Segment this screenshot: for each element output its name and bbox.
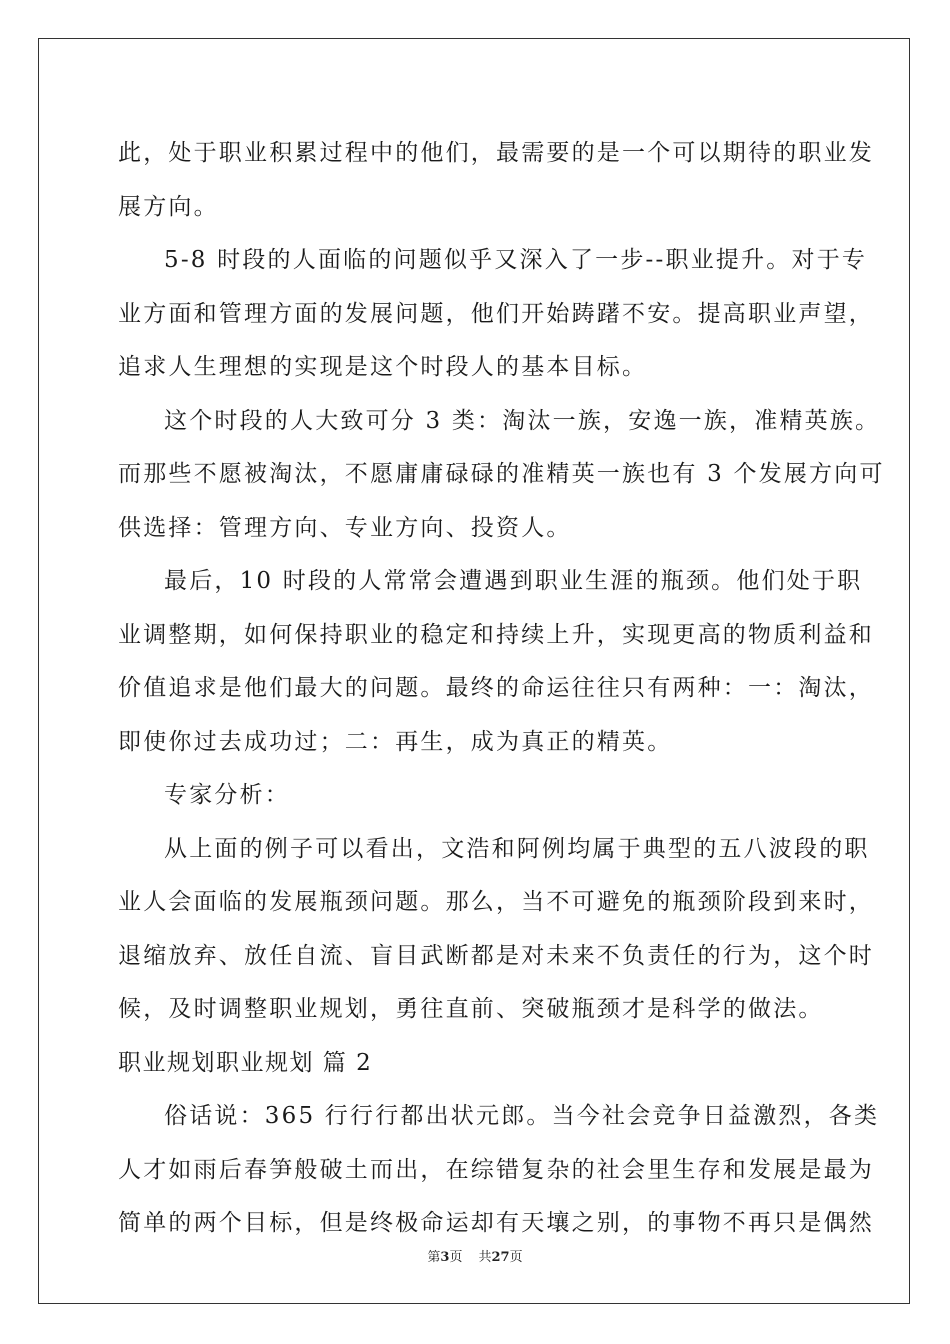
- page-footer: [0, 1246, 950, 1265]
- text-line: 供选择：管理方向、专业方向、投资人。: [118, 514, 572, 541]
- text-line: 简单的两个目标，但是终极命运却有天壤之别，的事物不再只是偶然: [118, 1210, 874, 1236]
- text-line: 候，及时调整职业规划，勇往直前、突破瓶颈才是科学的做法。: [118, 996, 824, 1022]
- page-number: 3: [440, 1250, 450, 1265]
- text-line: 价值追求是他们最大的问题。最终的命运往往只有两种：一：淘汰，: [118, 675, 874, 701]
- text-line: 业调整期，如何保持职业的稳定和持续上升，实现更高的物质利益和: [118, 621, 874, 648]
- text-line: 展方向。: [118, 193, 219, 220]
- text-line: 业人会面临的发展瓶颈问题。那么，当不可避免的瓶颈阶段到来时，: [118, 889, 874, 915]
- text-line: 人才如雨后春笋般破土而出，在综错复杂的社会里生存和发展是最为: [118, 1156, 874, 1183]
- text-line: 业方面和管理方面的发展问题，他们开始踌躇不安。提高职业声望，: [118, 300, 874, 327]
- text-line: 退缩放弃、放任自流、盲目武断都是对未来不负责任的行为，这个时: [118, 942, 874, 969]
- total-suffix: 页: [509, 1250, 523, 1265]
- text-line: 即使你过去成功过；二：再生，成为真正的精英。: [118, 728, 673, 755]
- paragraph-start-line: 俗话说：365 行行行都出状元郎。当今社会竞争日益激烈，各类: [164, 1103, 880, 1129]
- page-suffix: 页: [449, 1250, 463, 1265]
- paragraph-start-line: 从上面的例子可以看出，文浩和阿例均属于典型的五八波段的职: [164, 835, 870, 862]
- text-line: 此，处于职业积累过程中的他们，最需要的是一个可以期待的职业发: [118, 140, 874, 166]
- total-prefix: 共: [478, 1250, 492, 1265]
- document-body: [118, 127, 885, 1251]
- text-line: 追求人生理想的实现是这个时段人的基本目标。: [118, 354, 648, 380]
- page-prefix: 第: [427, 1250, 441, 1265]
- paragraph-start-line: 最后，10 时段的人常常会遭遇到职业生涯的瓶颈。他们处于职: [164, 568, 863, 594]
- total-pages: 27: [491, 1250, 510, 1265]
- section-heading: 职业规划职业规划 篇 2: [118, 1049, 373, 1076]
- text-line: 而那些不愿被淘汰，不愿庸庸碌碌的准精英一族也有 3 个发展方向可: [118, 461, 885, 487]
- paragraph-start-line: 这个时段的人大致可分 3 类：淘汰一族，安逸一族，准精英族。: [164, 407, 881, 434]
- section-label: 专家分析：: [164, 782, 290, 808]
- paragraph-start-line: 5-8 时段的人面临的问题似乎又深入了一步--职业提升。对于专: [164, 247, 868, 273]
